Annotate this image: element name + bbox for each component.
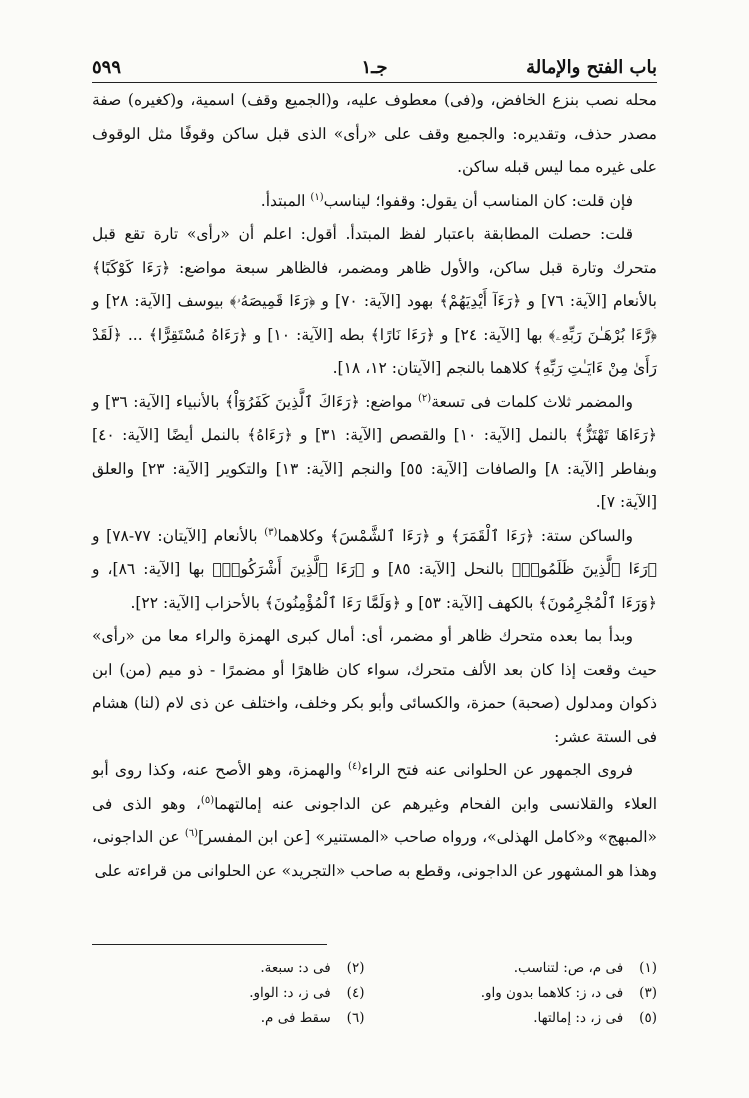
footnote-ref[interactable]: (١) [310, 191, 324, 203]
footnote-number: (٢) [346, 960, 365, 976]
paragraph-1: محله نصب بنزع الخافض، و(فى) معطوف عليه، و(الجميع وقف) اسمية، و(كغيره) صفة مصدر حذف، وتقديره: والجميع وقف على «رأى» الذى قبل ساكن وقوفًا مثل الوقوف على غيره مما ليس قبله ساكن. [92, 91, 657, 176]
paragraph-text: والمضمر ثلاث كلمات فى تسعة [431, 392, 633, 411]
footnote-number: (١) [639, 960, 657, 976]
main-text [92, 84, 657, 888]
footnote-ref[interactable]: (٤) [348, 760, 362, 772]
footnote-ref[interactable]: (٣) [264, 526, 278, 538]
paragraph-6: وبدأ بما بعده متحرك ظاهر أو مضمر، أى: أمال كبرى الهمزة والراء معا من «رأى» حيث وقعت إذا كان بعد الألف متحرك، سواء كان ظاهرًا أو مضمرًا - ذو ميم (من) ابن ذكوان ومدلول (صحبة) حمزة، والكسائى وأبو بكر وخلف، واختلف عن ذى لام (لنا) هشام فى الستة عشر: [92, 627, 657, 746]
footnote-text: سقط فى م. [260, 1010, 331, 1026]
footnote-text: فى ز، د: الواو. [249, 985, 331, 1001]
footnote-text: فى د، ز: كلاهما بدون واو. [480, 985, 624, 1001]
paragraph-text: عن الداجونى، وهذا هو المشهور عن الداجونى، وقطع به صاحب «التجريد» عن الحلوانى من قراءته على [92, 828, 657, 880]
paragraph-7 [92, 754, 657, 888]
footnote-text: فى م، ص: لتناسب. [513, 960, 624, 976]
paragraph-text: والساكن ستة: ﴿رَءَا ٱلْقَمَرَ﴾ و ﴿رَءَا ٱلشَّمْسَ﴾ وكلاهما [277, 526, 633, 545]
paragraph-text: المبتدأ. [260, 191, 311, 210]
chapter-title: باب الفتح والإمالة [526, 57, 657, 78]
footnote-ref[interactable]: (٢) [418, 392, 432, 404]
footnote-2 [92, 956, 365, 980]
paragraph-text: بالأنعام [الآيتان: ٧٧-٧٨] و ﴿رَءَا ٱلَّذِينَ ظَلَمُوا۟﴾ بالنحل [الآية: ٨٥] و ﴿رَءَا ٱلَّذِينَ أَشْرَكُوا۟﴾ بها [الآية: ٨٦]، و ﴿وَرَءَا ٱلْمُجْرِمُونَ﴾ بالكهف [الآية: ٥٣] و ﴿وَلَمَّا رَءَا ٱلْمُؤْمِنُونَ﴾ بالأحزاب [الآية: ٢٢]. [92, 526, 657, 612]
footnote-5 [385, 1006, 658, 1030]
paragraph-text: والهمزة، وهو الأصح عنه، وكذا روى أبو العلاء والقلانسى وابن الفحام وغيرهم عن الداجونى عنه إمالتهما [92, 761, 658, 813]
running-header [92, 48, 657, 83]
paragraph-3: قلت: حصلت المطابقة باعتبار لفظ المبتدأ. أقول: اعلم أن «رأى» تارة تقع قبل متحرك وتارة قبل ساكن، والأول ظاهر ومضمر، فالظاهر سبعة مواضع: ﴿رَءَا كَوْكَبًا﴾ بالأنعام [الآية: ٧٦] و ﴿رَءَآ أَيْدِيَهُمْ﴾ بهود [الآية: ٧٠] و ﴿رَءَا قَمِيصَهُۥ﴾ بيوسف [الآية: ٢٨] و ﴿رَّءَا بُرْهَـٰنَ رَبِّهِۦ﴾ بها [الآية: ٢٤] و ﴿رَءَا نَارًا﴾ بطه [الآية: ١٠] و ﴿رَءَاهُ مُسْتَقِرًّا﴾ ... ﴿لَقَدْ رَأَىٰ مِنْ ءَايَـٰتِ رَبِّهِ﴾ كلاهما بالنجم [الآيتان: ١٢، ١٨]. [92, 225, 657, 377]
footnote-3 [385, 981, 658, 1005]
footnote-number: (٤) [346, 985, 365, 1001]
footnote-number: (٥) [639, 1010, 657, 1026]
paragraph-text: مواضع: ﴿رَءَاكَ ٱلَّذِينَ كَفَرُوٓاْ﴾ بالأنبياء [الآية: ٣٦] و ﴿رَءَاهَا تَهْتَزُّ﴾ بالنمل [الآية: ١٠] والقصص [الآية: ٣١] و ﴿رَءَاهُ﴾ بالنمل أيضًا [الآية: ٤٠] وبفاطر [الآية: ٨] والصافات [الآية: ٥٥] والنجم [الآية: ١٣] والتكوير [الآية: ٢٣] والعلق [الآية: ٧]. [92, 392, 658, 511]
paragraph-text: ، وهو الذى فى «المبهج» و«كامل الهذلى»، ورواه صاحب «المستنير» [عن ابن المفسر] [92, 794, 657, 846]
footnote-text: فى د: سبعة. [260, 960, 331, 976]
footnote-1 [385, 956, 658, 980]
footnote-number: (٦) [346, 1010, 365, 1026]
paragraph-text: فروى الجمهور عن الحلوانى عنه فتح الراء [361, 761, 633, 779]
footnotes [92, 956, 657, 1030]
paragraph-5 [92, 520, 657, 621]
paragraph-4 [92, 386, 657, 520]
volume-label: جـ۱ [361, 57, 388, 78]
page-number: ٥٩٩ [92, 57, 122, 78]
footnote-ref[interactable]: (٦) [184, 827, 199, 839]
footnote-divider [92, 944, 327, 945]
footnote-4 [92, 981, 365, 1005]
footnote-6 [92, 1006, 365, 1030]
paragraph-2 [92, 185, 657, 219]
footnote-text: فى ز، د: إمالتها. [533, 1010, 624, 1026]
footnote-ref[interactable]: (٥) [200, 794, 215, 806]
paragraph-text: فإن قلت: كان المناسب أن يقول: وقفوا؛ ليناسب [323, 191, 633, 210]
footnote-number: (٣) [639, 985, 657, 1001]
